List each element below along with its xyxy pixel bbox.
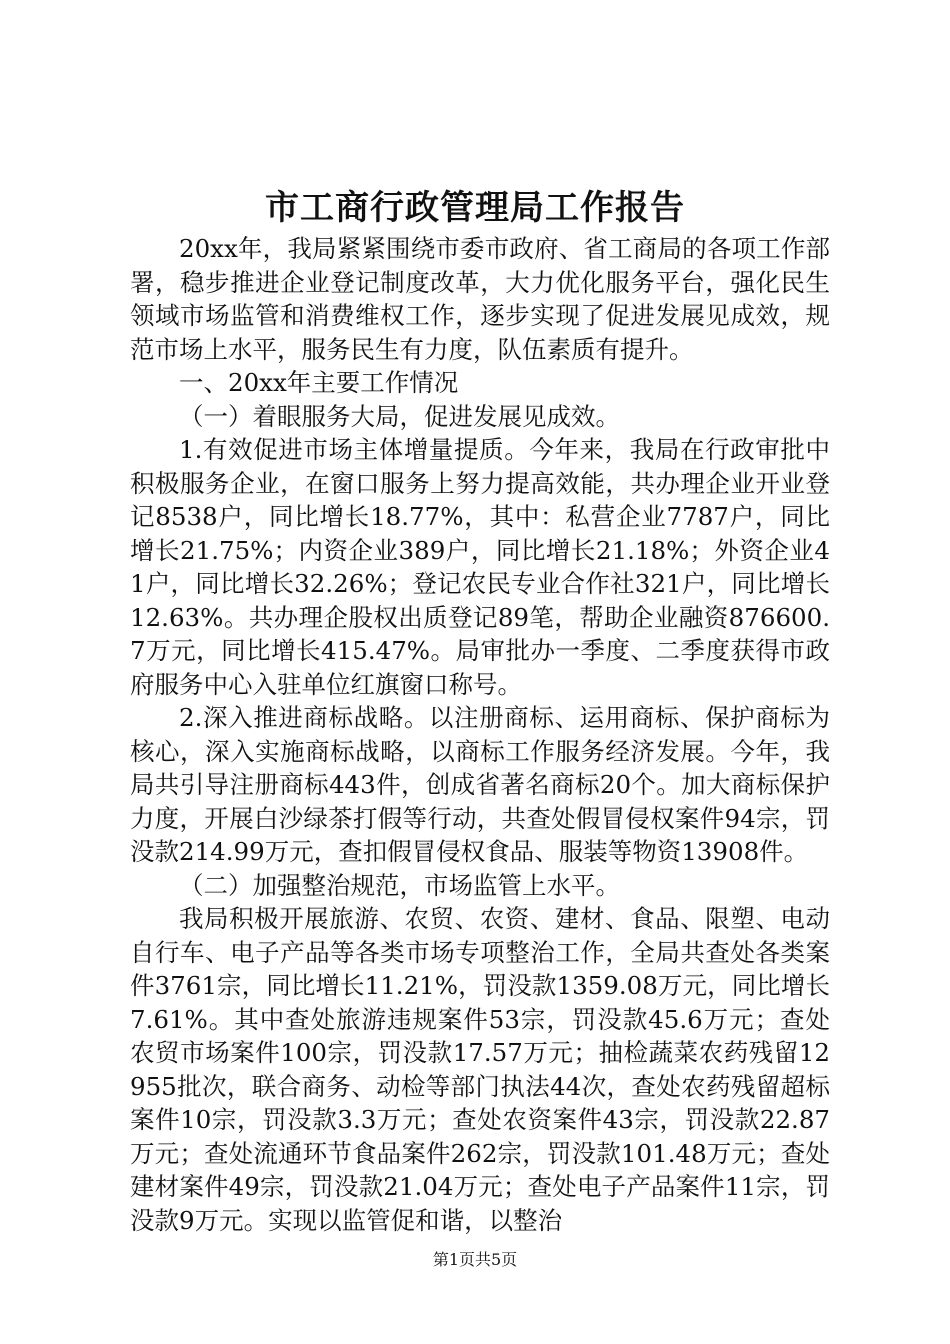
subsection-heading-1: （一）着眼服务大局，促进发展见成效。 [179, 401, 620, 431]
page-number-current: 第1页 [432, 1250, 475, 1269]
page-footer [0, 1250, 950, 1270]
subsection-heading-2: （二）加强整治规范，市场监管上水平。 [179, 870, 620, 900]
page-number-total: 共5页 [475, 1250, 518, 1269]
document-body [130, 232, 830, 1237]
page-title: 市工商行政管理局工作报告 [265, 188, 685, 228]
section-heading-1: 一、20xx年主要工作情况 [179, 368, 459, 397]
paragraph-market-supervision: 我局积极开展旅游、农贸、农资、建材、食品、限塑、电动自行车、电子产品等各类市场专项整治工作，全局共查处各类案件3761宗，同比增长11.21%，罚没款1359.08万元，同比增长7.61%。其中查处旅游违规案件53宗，罚没款45.6万元；查处农贸市场案件100宗，罚没款17.57万元；抽检蔬菜农药残留12955批次，联合商务、动检等部门执法44次，查处农药残留超标案件10宗，罚没款3.3万元；查处农资案件43宗，罚没款22.87万元；查处流通环节食品案件262宗，罚没款101.48万元；查处建材案件49宗，罚没款21.04万元；查处电子产品案件11宗，罚没款9万元。实现以监管促和谐，以整治 [130, 904, 830, 1235]
paragraph-intro: 20xx年，我局紧紧围绕市委市政府、省工商局的各项工作部署，稳步推进企业登记制度改革，大力优化服务平台，强化民生领域市场监管和消费维权工作，逐步实现了促进发展见成效，规范市场上水平，服务民生有力度，队伍素质有提升。 [130, 234, 830, 364]
paragraph-market-entities: 1.有效促进市场主体增量提质。今年来，我局在行政审批中积极服务企业，在窗口服务上努力提高效能，共办理企业开业登记8538户，同比增长18.77%，其中：私营企业7787户，同比增长21.75%；内资企业389户，同比增长21.18%；外资企业41户，同比增长32.26%；登记农民专业合作社321户，同比增长12.63%。共办理企股权出质登记89笔，帮助企业融资876600.7万元，同比增长415.47%。局审批办一季度、二季度获得市政府服务中心入驻单位红旗窗口称号。 [130, 435, 830, 699]
paragraph-trademark-strategy: 2.深入推进商标战略。以注册商标、运用商标、保护商标为核心，深入实施商标战略，以商标工作服务经济发展。今年，我局共引导注册商标443件，创成省著名商标20个。加大商标保护力度，开展白沙绿茶打假等行动，共查处假冒侵权案件94宗，罚没款214.99万元，查扣假冒侵权食品、服装等物资13908件。 [130, 703, 830, 866]
